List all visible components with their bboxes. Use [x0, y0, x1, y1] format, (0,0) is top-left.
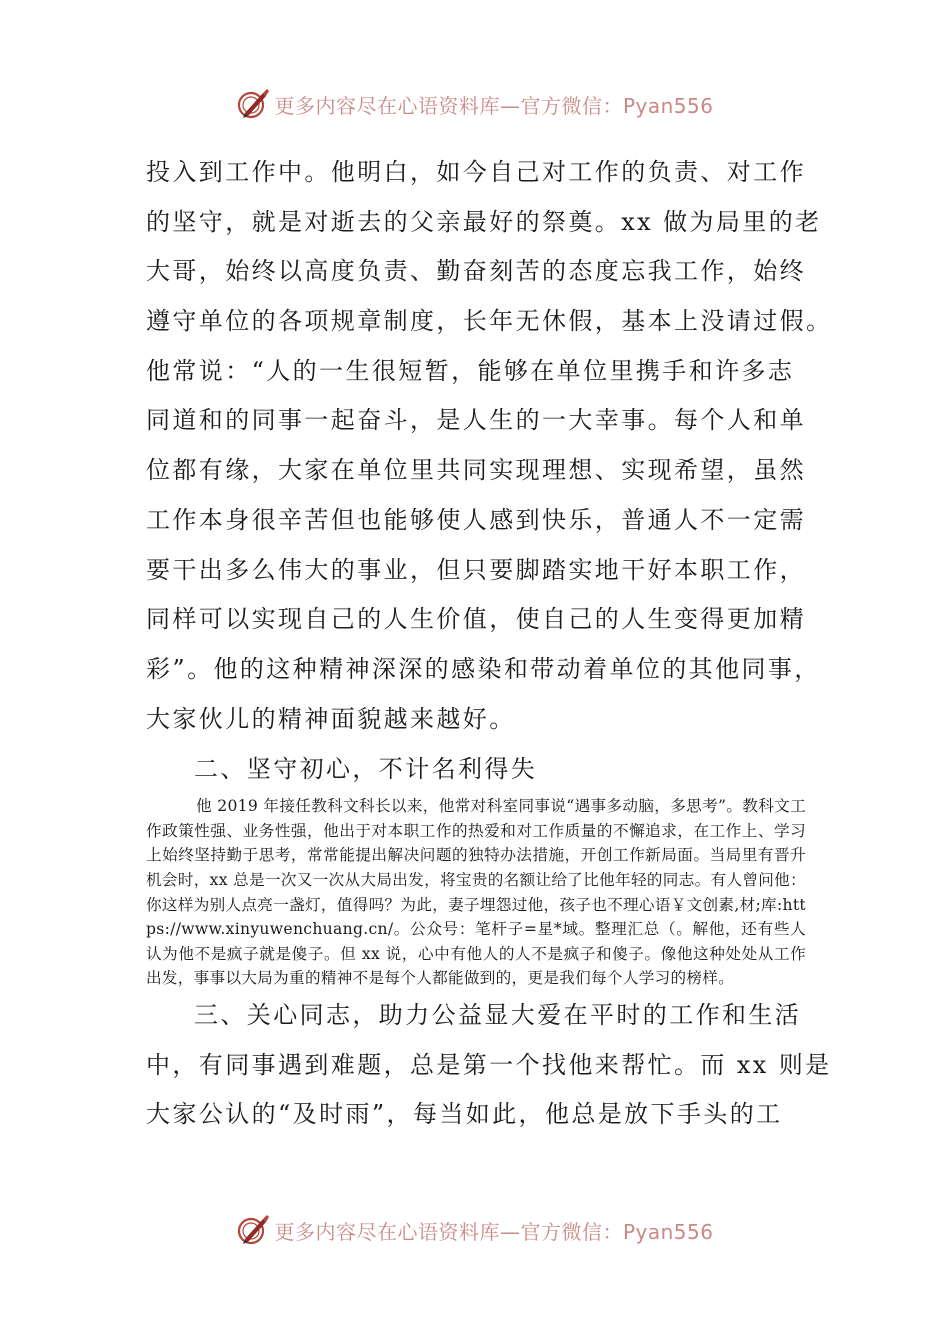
- text-line: 同样可以实现自己的人生价值，使自己的人生变得更加精: [146, 605, 806, 634]
- section-2-paragraph: 他 2019 年接任教科文科长以来，他常对科室同事说“遇事多动脑，多思考”。教科文工作政策性强、业务性强，他出于对本职工作的热爱和对工作质量的不懈追求，在工作上、学习上始终坚持勤于思考，常常能提出解决问题的独特办法措施，开创工作新局面。当局里有晋升机会时，xx 总是一次又一次从大局出发，将宝贵的名额让给了比他年轻的同志。有人曾问他：你这样为别人点亮一盏灯，值得吗？为此，妻子埋怨过他，孩子也不理心语￥文创素,材;库:https://www.xinyuwenchuang.cn/。公众号：笔杆子=星*域。整理汇总（。解他，还有些人认为他不是疯子就是傻子。但 xx 说，心中有他人的人不是疯子和傻子。像他这种处处从工作出发，事事以大局为重的精神不是每个人都能做到的，更是我们每个人学习的榜样。: [146, 797, 806, 988]
- text-line: 大家伙儿的精神面貌越来越好。: [146, 704, 516, 733]
- footer-banner: [0, 1208, 950, 1252]
- text-line: 他常说：“人的一生很短暂，能够在单位里携手和许多志: [146, 356, 795, 385]
- text-line: 大哥，始终以高度负责、勤奋刻苦的态度忘我工作，始终: [146, 257, 806, 286]
- text-line: 三、关心同志，助力公益显大爱在平时的工作和生活: [194, 1001, 802, 1029]
- text-line: 的坚守，就是对逝去的父亲最好的祭奠。xx 做为局里的老: [146, 207, 822, 236]
- header-banner-text: 更多内容尽在心语资料库—官方微信：Pyan556: [274, 93, 714, 118]
- footer-banner-text: 更多内容尽在心语资料库—官方微信：Pyan556: [274, 1219, 714, 1244]
- text-line: 工作本身很辛苦但也能够使人感到快乐，普通人不一定需: [146, 505, 806, 534]
- pen-logo-icon: [236, 1213, 270, 1247]
- section-3-text: [146, 991, 832, 1140]
- document-body: [146, 148, 833, 1140]
- text-line: 大家公认的“及时雨”，每当如此，他总是放下手头的工: [146, 1100, 783, 1129]
- text-line: 位都有缘，大家在单位里共同实现理想、实现希望，虽然: [146, 456, 806, 485]
- header-banner: [0, 82, 950, 126]
- text-line: 要干出多么伟大的事业，但只要脚踏实地干好本职工作，: [146, 555, 806, 584]
- pen-logo-icon: [236, 87, 270, 121]
- text-line: 中，有同事遇到难题，总是第一个找他来帮忙。而 xx 则是: [146, 1050, 832, 1079]
- text-line: 遵守单位的各项规章制度，长年无休假，基本上没请过假。: [146, 307, 833, 336]
- text-line: 同道和的同事一起奋斗，是人生的一大幸事。每个人和单: [146, 406, 806, 435]
- text-line: 彩”。他的这种精神深深的感染和带动着单位的其他同事，: [146, 654, 821, 683]
- text-line: 投入到工作中。他明白，如今自己对工作的负责、对工作: [146, 158, 806, 186]
- section-1-text: [146, 148, 833, 744]
- section-2-heading: 二、坚守初心，不计名利得失: [194, 755, 538, 784]
